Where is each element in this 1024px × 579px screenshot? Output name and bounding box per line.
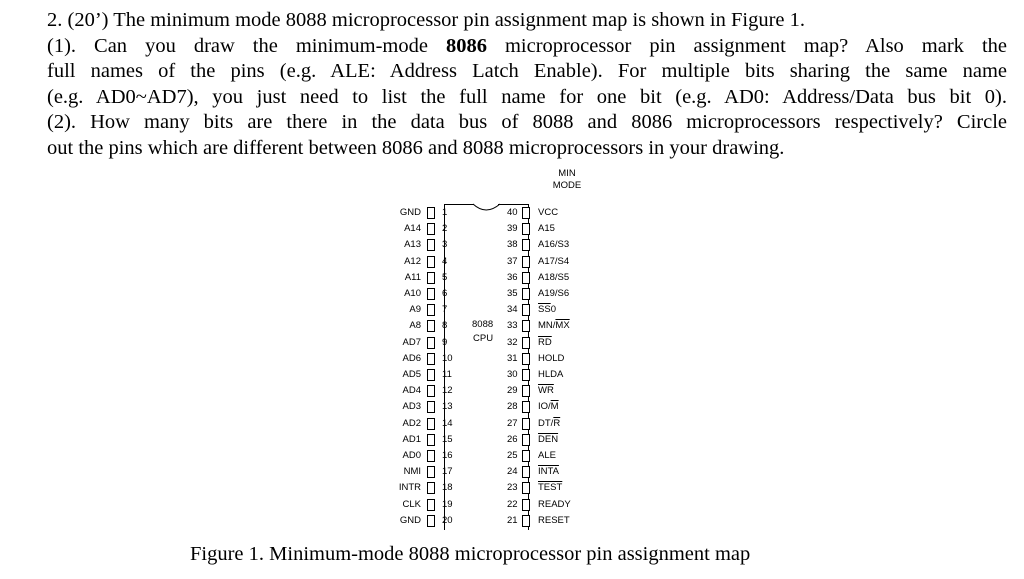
pin-label-3: A13 [404,239,421,251]
question-line-5: (2). How many bits are there in the data bus of 8088 and 8086 microprocessors respectively? Circle [47,111,1007,133]
min-mode-label-line2: MODE [552,180,582,191]
pin-box-37 [522,256,530,268]
pin-number-9: 9 [442,336,448,348]
question-line-3: full names of the pins (e.g. ALE: Address Latch Enable). For multiple bits sharing the same name [47,60,1007,82]
pin-label-26: $\overline{DEN}$ [538,433,559,445]
pin-number-21: 21 [507,514,518,526]
pin-box-15 [427,434,435,446]
pin-number-35: 35 [507,288,518,299]
pin-number-11: 11 [442,369,452,380]
pin-label-39: A15 [538,223,555,235]
pin-number-6: 6 [442,288,448,299]
pin-label-30: HLDA [538,369,564,380]
pin-box-36 [522,272,530,284]
pin-box-14 [427,418,435,430]
pin-label-5: A11 [404,271,421,283]
question-line-2 [47,34,1007,60]
pin-number-27: 27 [507,417,518,429]
question-line-6: out the pins which are different between 8086 and 8088 microprocessors in your drawing. [47,136,785,159]
pin-number-36: 36 [507,271,518,283]
pin-number-13: 13 [442,401,453,413]
pin-label-36: A18/S5 [538,271,570,283]
pin-box-8 [427,320,435,332]
pin-label-13: AD3 [402,401,421,413]
pin-number-31: 31 [507,352,518,364]
pin-label-18: INTR [398,482,421,494]
pin-box-33 [522,320,530,332]
pin-number-15: 15 [442,433,453,445]
chip-name-line2: CPU [473,333,494,344]
pin-box-39 [522,223,530,235]
pin-box-4 [427,256,435,268]
pin-label-40: VCC [538,207,559,218]
pin-number-30: 30 [507,369,518,380]
pin-label-28: $IO/\overline{M}$ [538,401,559,413]
pin-label-22: READY [538,498,571,510]
chip-body-top-right [498,204,529,205]
pin-number-4: 4 [442,255,448,267]
pin-label-8: A8 [409,320,421,332]
pin-box-9 [427,337,435,349]
pin-box-29 [522,385,530,397]
question-line-4: (e.g. AD0~AD7), you just need to list the full name for one bit (e.g. AD0: Address/Data bus bit 0). [47,85,1007,108]
pin-label-23: TEST [538,482,563,494]
pin-box-38 [522,239,530,251]
pin-box-21 [522,515,530,527]
pin-label-15: AD1 [402,433,421,445]
pin-number-1: 1 [442,207,448,218]
pin-number-16: 16 [442,450,453,461]
pin-number-20: 20 [442,514,453,526]
pin-label-16: AD0 [402,450,421,461]
chip-notch [472,198,502,212]
question-line-2-bold: 8086 [445,34,487,57]
pin-number-37: 37 [507,255,518,267]
pin-box-40 [522,207,530,219]
pin-number-19: 19 [442,498,453,510]
pin-box-22 [522,499,530,511]
pin-box-13 [427,401,435,413]
pin-label-14: AD2 [402,417,421,429]
pin-number-34: 34 [507,304,518,316]
pin-box-7 [427,304,435,316]
pin-number-17: 17 [442,466,453,478]
pin-label-21: RESET [538,514,570,526]
chip-body-top-left [444,204,474,205]
pin-label-32: $\overline{RD}$ [538,336,552,348]
pin-label-9: AD7 [402,336,421,348]
pin-box-12 [427,385,435,397]
pin-number-25: 25 [507,450,518,461]
pin-box-2 [427,223,435,235]
pin-label-2: A14 [404,223,421,235]
pin-label-12: AD4 [402,385,421,397]
question-line-1: 2. (20’) The minimum mode 8088 microprocessor pin assignment map is shown in Figure 1. [47,9,806,31]
min-mode-label-line1: MIN [558,168,576,179]
chip-name-line1: 8088 [472,319,494,330]
pin-box-34 [522,304,530,316]
pin-label-34: $\overline{SS}0$ [538,304,556,316]
pin-box-1 [427,207,435,219]
pin-number-22: 22 [507,498,518,510]
pin-number-23: 23 [507,482,518,494]
pin-box-6 [427,288,435,300]
pin-box-11 [427,369,435,381]
pin-box-23 [522,482,530,494]
pin-box-35 [522,288,530,300]
pin-label-27: $DT/\overline{R}$ [538,417,561,429]
pin-box-5 [427,272,435,284]
pin-number-7: 7 [442,304,448,316]
pin-label-37: A17/S4 [538,255,570,267]
pin-box-17 [427,466,435,478]
pin-number-3: 3 [442,239,448,251]
pin-box-19 [427,499,435,511]
pin-box-27 [522,418,530,430]
pin-box-25 [522,450,530,462]
pin-label-20: GND [399,514,421,526]
pin-label-17: NMI [403,466,421,478]
pin-box-18 [427,482,435,494]
pin-number-38: 38 [507,239,518,251]
pin-number-24: 24 [507,466,518,478]
pin-number-10: 10 [442,352,453,364]
pin-label-24: INTA [538,466,559,478]
pin-box-24 [522,466,530,478]
pin-number-40: 40 [507,207,518,218]
chip-body-right-edge [528,204,529,530]
pin-label-25: ALE [538,450,556,461]
pin-number-2: 2 [442,223,448,235]
pin-number-12: 12 [442,385,453,397]
pin-label-35: A19/S6 [538,288,570,299]
pin-box-20 [427,515,435,527]
pin-number-33: 33 [507,320,518,332]
pin-number-32: 32 [507,336,518,348]
question-line-2-c: microprocessor pin assignment map? Also mark the [486,34,1007,57]
pin-box-32 [522,337,530,349]
pin-box-3 [427,239,435,251]
pin-number-18: 18 [442,482,453,494]
pin-label-31: HOLD [538,352,565,364]
pin-label-10: AD6 [402,352,421,364]
pin-box-28 [522,401,530,413]
pin-label-6: A10 [404,288,421,299]
pin-number-5: 5 [442,271,448,283]
pin-number-26: 26 [507,433,518,445]
pin-label-7: A9 [409,304,421,316]
pin-number-8: 8 [442,320,448,332]
pin-number-39: 39 [507,223,518,235]
pin-label-29: $\overline{WR}$ [538,385,554,397]
pin-box-30 [522,369,530,381]
pin-number-14: 14 [442,417,453,429]
pin-box-10 [427,353,435,365]
pin-box-16 [427,450,435,462]
pin-label-33: $MN/\overline{MX}$ [538,320,570,332]
pin-number-29: 29 [507,385,518,397]
pin-label-19: CLK [402,498,421,510]
pin-label-38: A16/S3 [538,239,570,251]
pin-label-1: GND [399,207,421,218]
pin-label-4: A12 [404,255,421,267]
pin-number-28: 28 [507,401,518,413]
pin-box-26 [522,434,530,446]
question-line-2-a: (1). Can you draw the minimum-mode [47,34,446,57]
figure-caption: Figure 1. Minimum-mode 8088 microprocessor pin assignment map [190,543,751,565]
question-text [47,8,1007,161]
pin-box-31 [522,353,530,365]
pin-label-11: AD5 [402,369,421,380]
